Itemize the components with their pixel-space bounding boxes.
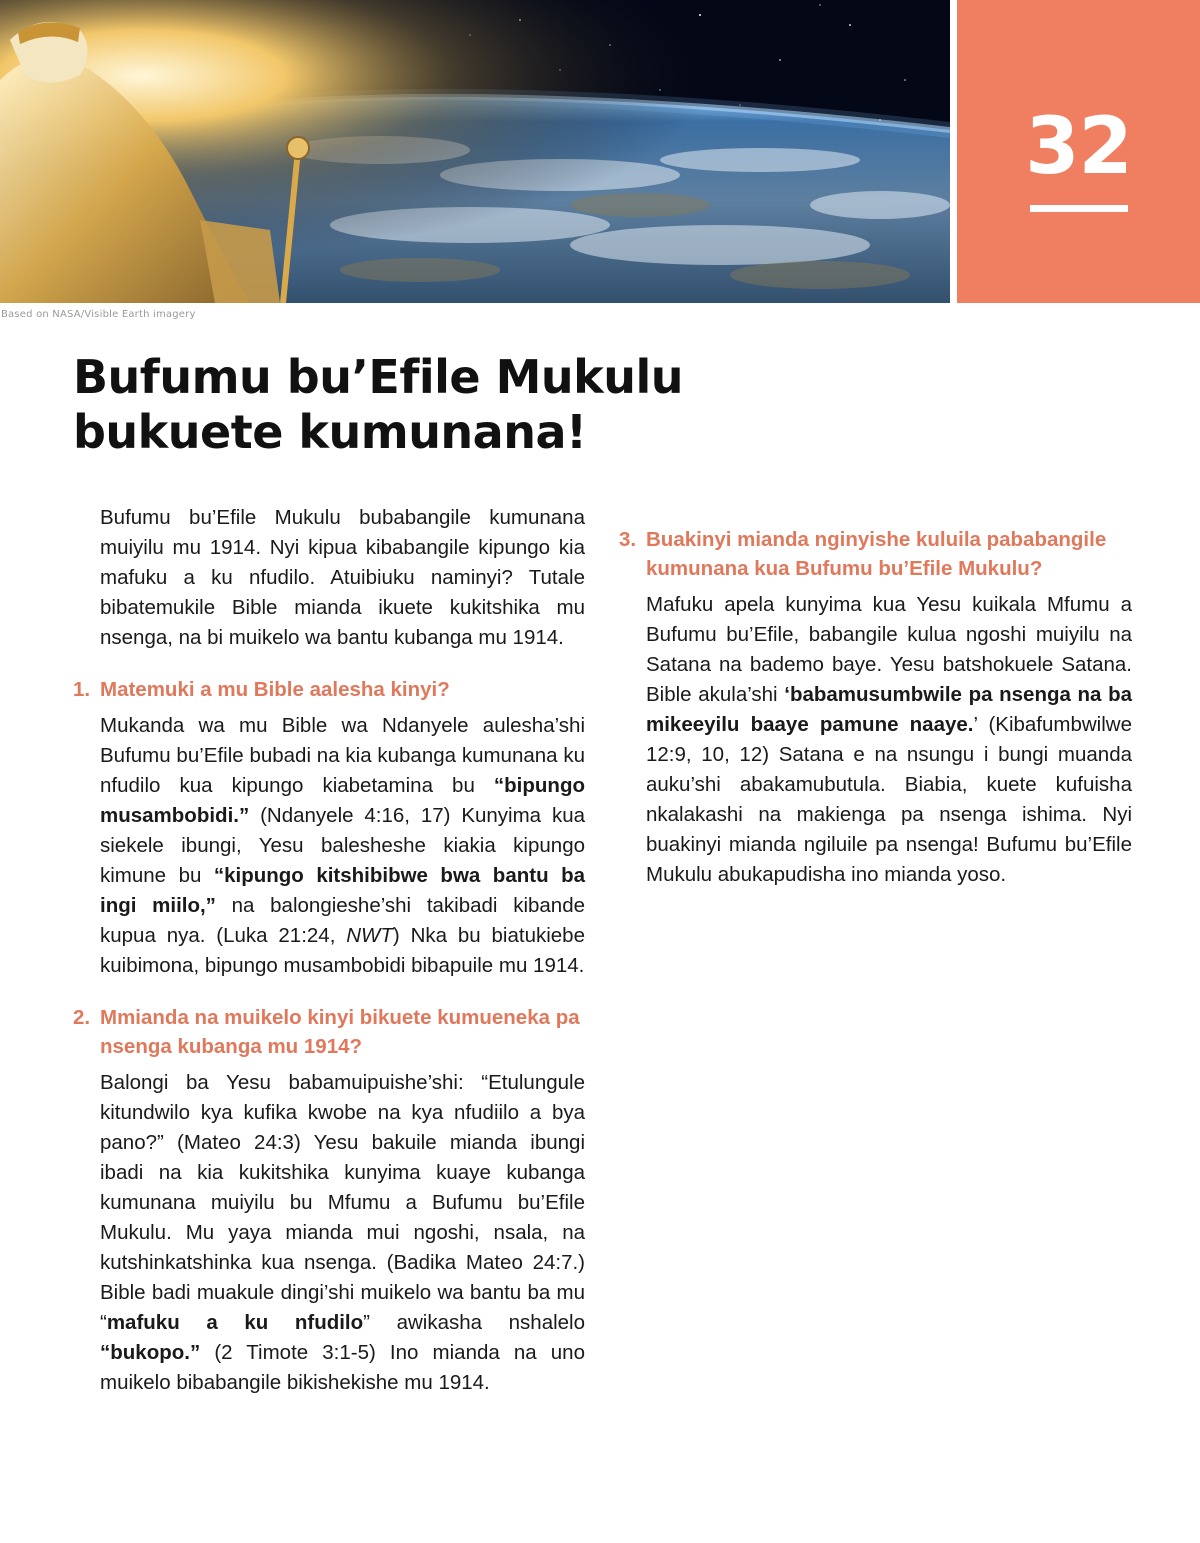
question-3-text: Buakinyi mianda nginyishe kuluila pababangile kumunana kua Bufumu bu’Efile Mukulu?: [646, 528, 1107, 580]
answer-1-text-3: na balongieshe’shi takibadi kibande kupua nya. (Luka 21:24,: [100, 894, 585, 947]
answer-2-text-3: (2 Timote 3:1-5) Ino mianda na uno muikelo bibabangile bikishekishe mu 1914.: [100, 1341, 585, 1394]
answer-3-text-2: ’ (Kibafumbwilwe 12:9, 10, 12) Satana e na nsungu i bungi muanda auku’shi abakamubutula. Biabia, kuete kufuisha nkalakashi na makienga pa nsenga ishima. Nyi buakinyi mianda ngiluile pa nsenga! Bufumu bu’Efile Mukulu abukapudisha ino mianda yoso.: [646, 713, 1132, 886]
answer-1-text-2: (Ndanyele 4:16, 17) Kunyima kua siekele ibungi, Yesu balesheshe kiakia kipungo kimune bu: [100, 804, 585, 887]
answer-2-bold-2: “bukopo.”: [100, 1341, 201, 1364]
answer-1-text-4: ) Nka bu biatukiebe kuibimona, bipungo musambobidi bibapuile mu 1914.: [100, 924, 585, 977]
answer-2-paragraph: [100, 1068, 585, 1398]
answer-2-text-1: Balongi ba Yesu babamuipuishe’shi: “Etulungule kitundwilo kya kufika kwobe na kya nfudiilo a bya pano?” (Mateo 24:3) Yesu bakuile mianda ibungi ibadi na kia kukitshika kunyima kuaye kubanga kumunana muiyilu bu Mfumu a Bufumu bu’Efile Mukulu. Mu yaya mianda mui ngoshi, nsala, na kutshinkatshinka kua nsenga. (Badika Mateo 24:7.) Bible badi muakule dingi’shi muikelo wa bantu ba mu “: [100, 1071, 585, 1334]
question-1-text: Matemuki a mu Bible aalesha kinyi?: [100, 678, 450, 701]
answer-2-bold-1: mafuku a ku nfudilo: [106, 1311, 364, 1334]
answer-3-paragraph: [646, 590, 1132, 890]
answer-1-italic-1: NWT: [346, 924, 393, 947]
question-1-number: 1.: [73, 678, 91, 701]
lesson-number: 32: [1025, 102, 1132, 192]
answer-1-bold-1: “bipungo musambobidi.”: [100, 774, 585, 827]
page-title: [73, 350, 833, 460]
page-title-line-1: Bufumu bu’Efile Mukulu: [73, 350, 683, 404]
right-column: [619, 503, 1133, 890]
question-2-number: 2.: [73, 1006, 91, 1029]
lesson-number-box: [957, 0, 1200, 303]
left-column: [73, 503, 586, 1398]
answer-2-text-2: ” awikasha nshalelo: [363, 1311, 586, 1334]
intro-paragraph: Bufumu bu’Efile Mukulu bubabangile kumunana muiyilu mu 1914. Nyi kipua kibabangile kipungo kia mafuku a ku nfudilo. Atuibiuku naminyi? Tutale bibatemukile Bible mianda ikuete kukitshika mu nsenga, na bi muikelo wa bantu kubanga mu 1914.: [100, 506, 585, 649]
lesson-number-underline: [1030, 205, 1128, 212]
king-looking-at-earth-image: [0, 0, 950, 303]
question-3: [619, 525, 1132, 583]
question-3-number: 3.: [619, 528, 637, 551]
header-image: [0, 0, 950, 303]
question-1: [73, 675, 585, 704]
page-title-line-2: bukuete kumunana!: [73, 405, 587, 459]
question-2: [73, 1003, 585, 1061]
answer-3-text-1: Mafuku apela kunyima kua Yesu kuikala Mfumu a Bufumu bu’Efile, babangile kulua ngoshi muiyilu na Satana na bademo baye. Yesu batshokuele Satana. Bible akula’shi: [646, 593, 1132, 706]
answer-1-paragraph: [100, 711, 585, 981]
answer-3-bold-1: ‘babamusumbwile pa nsenga na ba mikeeyilu baaye pamune naaye.: [646, 683, 1133, 736]
answer-1-bold-2: “kipungo kitshibibwe bwa bantu ba ingi miilo,”: [100, 864, 585, 917]
answer-1-text-1: Mukanda wa mu Bible wa Ndanyele aulesha’shi Bufumu bu’Efile bubadi na kia kubanga kumunana ku nfudilo kua kipungo kiabetamina bu: [100, 714, 585, 797]
question-2-text: Mmianda na muikelo kinyi bikuete kumueneka pa nsenga kubanga mu 1914?: [100, 1006, 580, 1058]
image-credit: Based on NASA/Visible Earth imagery: [1, 309, 196, 320]
